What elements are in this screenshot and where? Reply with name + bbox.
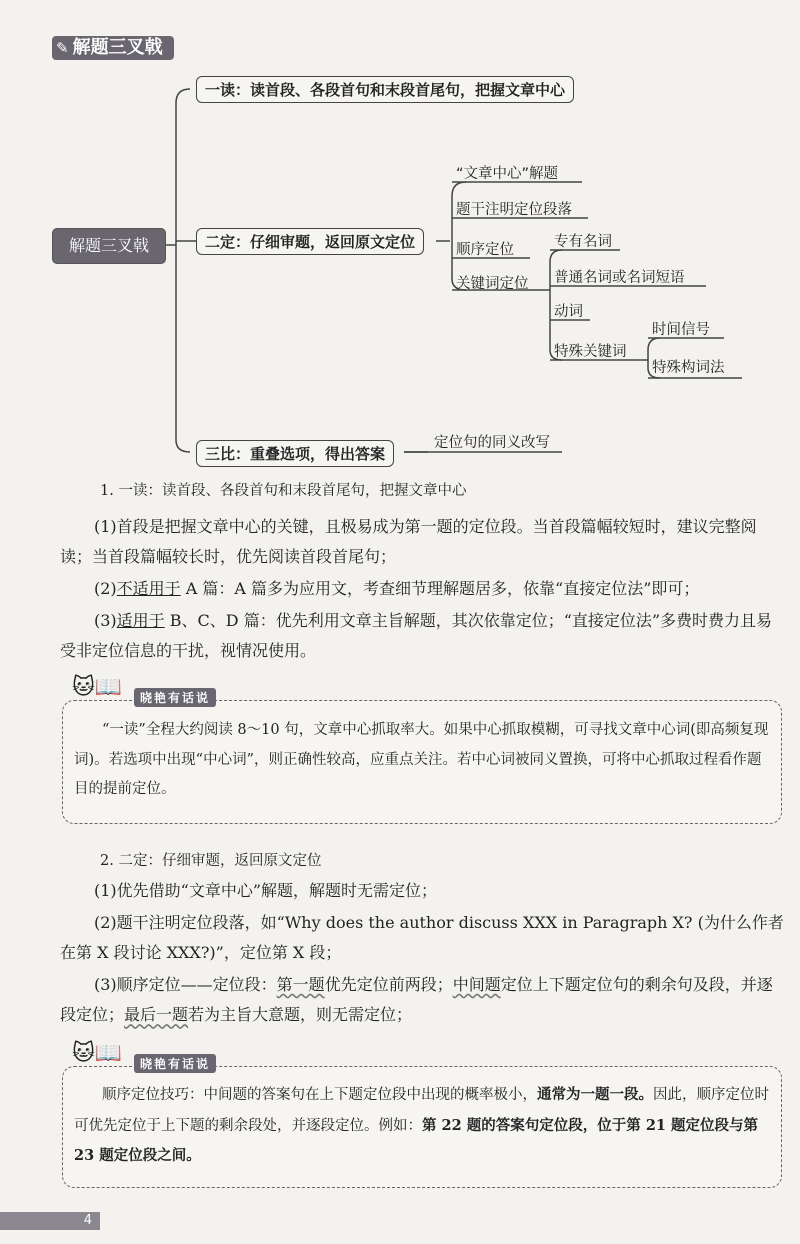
section2-paragraph-1: (1)优先借助“文章中心”解题，解题时无需定位； <box>94 881 438 900</box>
node-special-keyword: 特殊关键词 <box>554 344 627 360</box>
node-time-signal: 时间信号 <box>652 322 710 338</box>
node-verb: 动词 <box>554 304 583 320</box>
node-proper-noun: 专有名词 <box>554 234 612 250</box>
note-1-text: “一读”全程大约阅读 8～10 句，文章中心抓取率大。如果中心抓取模糊，可寻找文章中心词(即高频复现词)。若选项中出现“中心词”，则正确性较高，应重点关注。若中心词被同义置换，可将中心抓取过程看作题目的提前定位。 <box>74 722 769 798</box>
section1-paragraph-3: (3)适用于 B、C、D 篇：优先利用文章主旨解题，其次依靠定位；“直接定位法”多费时费力且易受非定位信息的干扰，视情况使用。 <box>60 611 773 661</box>
node-keyword-locate: 关键词定位 <box>456 276 529 292</box>
page-number: 4 <box>0 1212 100 1230</box>
mindmap-root: 解题三叉戟 <box>52 228 166 264</box>
note-2-text: 顺序定位技巧：中间题的答案句在上下题定位段中出现的概率极小，通常为一题一段。因此，顺序定位时可优先定位于上下题的剩余段处，并逐段定位。例如：第 22 题的答案句定位段，位于第 21 题定位段与第 23 题定位段之间。 <box>74 1086 769 1165</box>
section-tag-label: 解题三叉戟 <box>72 37 163 58</box>
mascot-icon: 🐱📖 <box>72 675 123 700</box>
note-badge-1: 晓艳有话说 <box>134 688 216 707</box>
node-synonym-rewrite: 定位句的同义改写 <box>434 435 550 451</box>
mindmap-branch-compare: 三比：重叠选项，得出答案 <box>196 440 394 467</box>
section1-paragraph-1: (1)首段是把握文章中心的关键，且极易成为第一题的定位段。当首段篇幅较短时，建议完整阅读；当首段篇幅较长时，优先阅读首段首尾句； <box>60 517 757 567</box>
mascot-icon: 🐱📖 <box>72 1041 123 1066</box>
section2-paragraph-3: (3)顺序定位——定位段：第一题优先定位前两段；中间题定位上下题定位句的剩余句及段，并逐段定位；最后一题若为主旨大意题，则无需定位； <box>60 975 773 1025</box>
mindmap-branch-read: 一读：读首段、各段首句和末段首尾句，把握文章中心 <box>196 76 574 103</box>
note-badge-2: 晓艳有话说 <box>134 1054 216 1073</box>
node-common-noun: 普通名词或名词短语 <box>554 270 685 286</box>
node-center-solve: “文章中心”解题 <box>456 166 559 182</box>
section1-heading: 1. 一读：读首段、各段首句和末段首尾句，把握文章中心 <box>100 483 467 499</box>
pencil-icon: ✎ <box>56 39 69 57</box>
section2-heading: 2. 二定：仔细审题，返回原文定位 <box>100 853 322 869</box>
section2-paragraph-2: (2)题干注明定位段落，如“Why does the author discuss XXX in Paragraph X? (为什么作者在第 X 段讨论 XXX?)”，定位第 X 段； <box>60 913 784 963</box>
node-word-formation: 特殊构词法 <box>652 360 725 376</box>
section1-paragraph-2: (2)不适用于 A 篇：A 篇多为应用文，考查细节理解题居多，依靠“直接定位法”即可； <box>94 579 700 598</box>
mindmap-branch-locate: 二定：仔细审题，返回原文定位 <box>196 228 424 255</box>
node-stem-paragraph: 题干注明定位段落 <box>456 202 572 218</box>
node-order-locate: 顺序定位 <box>456 242 514 258</box>
